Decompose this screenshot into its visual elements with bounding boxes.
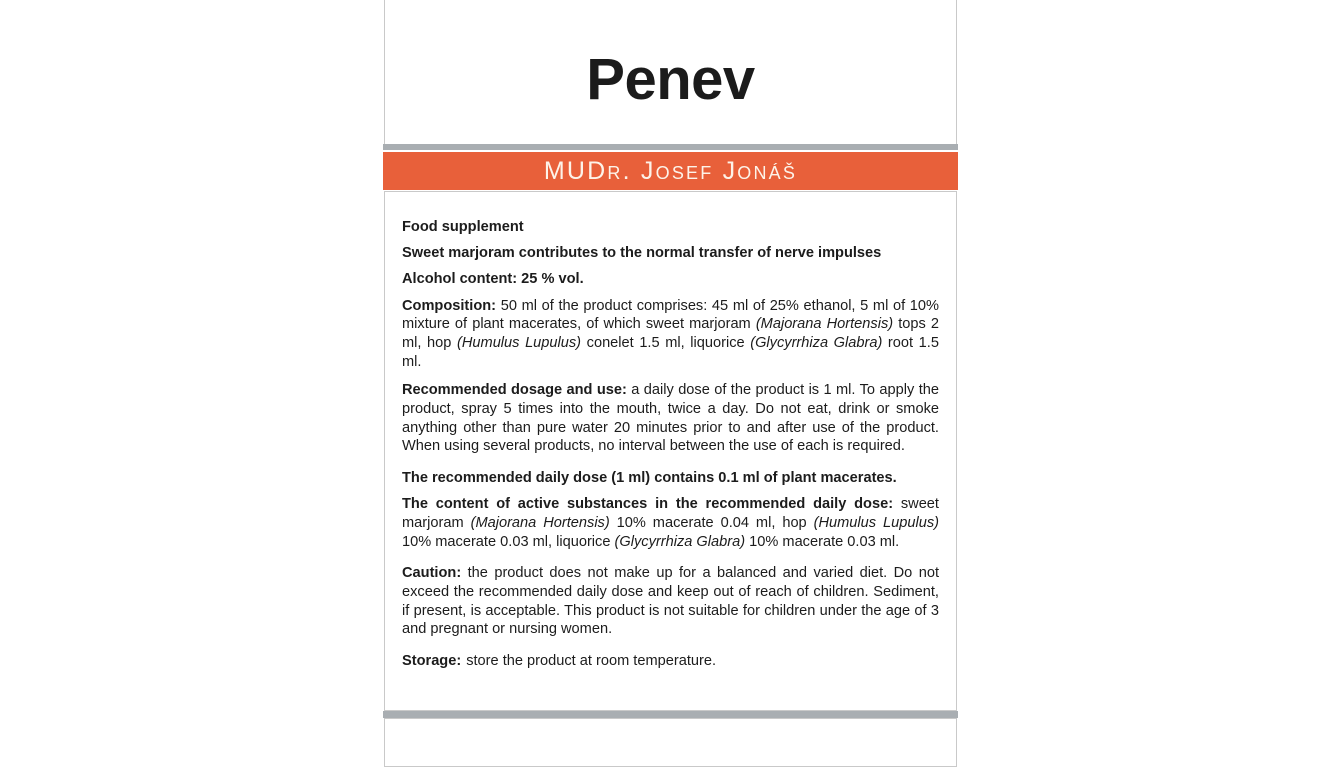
caution-label: Caution: [402,565,462,582]
active-substances-label: The content of active substances in the recommended daily dose: [402,496,894,513]
caution-paragraph [402,564,939,639]
page-title: Penev [586,47,755,112]
storage-label: Storage: [402,653,462,670]
caution-text: the product does not make up for a balanced and varied diet. Do not exceed the recommended daily dose and keep out of reach of children. Sediment, if present, is acceptable. This product is not suitable for children under the age of 3 and pregnant or nursing women. [402,565,939,638]
composition-text-1: 50 ml of the product comprises: 45 ml of 25% ethanol, 5 ml of 10% mixture of plant macerates, of which sweet marjoram [402,297,939,333]
composition-paragraph [402,297,939,372]
divider-bottom [383,711,958,718]
daily-dose-heading: The recommended daily dose (1 ml) contains 0.1 ml of plant macerates. [402,470,897,487]
active-substances-paragraph [402,495,939,551]
food-supplement-heading: Food supplement [402,219,524,235]
active-text-1: sweet marjoram [402,496,939,531]
active-text-4: 10% macerate 0.03 ml. [745,533,900,550]
composition-latin-2: (Humulus Lupulus) [457,335,582,352]
storage-text: store the product at room temperature. [466,653,717,670]
active-latin-1: (Majorana Hortensis) [470,514,610,531]
active-text-3: 10% macerate 0.03 ml, liquorice [402,533,615,550]
composition-latin-3: (Glycyrrhiza Glabra) [750,335,883,352]
author-name: MUDr. Josef Jonáš [543,156,798,185]
composition-latin-1: (Majorana Hortensis) [755,316,894,333]
divider-top [383,144,958,150]
composition-label: Composition: [402,297,497,314]
active-latin-3: (Glycyrrhiza Glabra) [614,533,746,550]
composition-text-4: root 1.5 ml. [402,335,939,370]
health-claim-heading: Sweet marjoram contributes to the normal transfer of nerve impulses [402,245,882,262]
active-latin-2: (Humulus Lupulus) [813,514,939,531]
alcohol-content-heading: Alcohol content: 25 % vol. [402,271,584,288]
composition-text-3: conelet 1.5 ml, liquorice [581,335,751,352]
dosage-paragraph [402,381,939,456]
product-label [383,0,958,768]
active-text-2: 10% macerate 0.04 ml, hop [609,514,814,531]
title-panel [384,0,957,145]
author-band [383,152,958,190]
dosage-label: Recommended dosage and use: [402,382,627,399]
dosage-text: a daily dose of the product is 1 ml. To apply the product, spray 5 times into the mouth, twice a day. Do not eat, drink or smoke anything other than pure water 20 minutes prior to and after use of the product. When using several products, no interval between the use of each is required. [402,382,939,455]
composition-text-2: tops 2 ml, hop [402,316,939,352]
body-panel [384,191,957,711]
storage-paragraph [402,652,939,671]
footer-panel [384,718,957,767]
